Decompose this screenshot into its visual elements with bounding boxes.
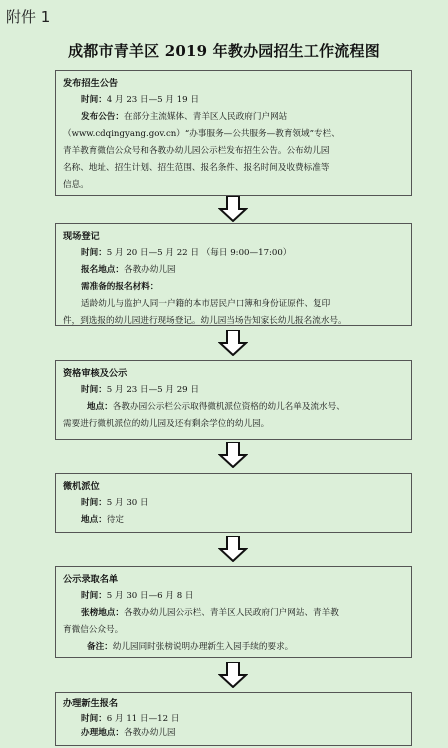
place-label: 报名地点： — [81, 265, 124, 275]
flow-arrow-icon — [218, 442, 248, 468]
time-label: 时间： — [81, 714, 107, 724]
step-heading: 公示录取名单 — [63, 574, 119, 585]
flow-arrow-icon — [218, 662, 248, 688]
time-label: 时间： — [81, 95, 107, 105]
place-text: 各教办园公示栏公示取得微机派位资格的幼儿名单及流水号、 — [112, 402, 345, 412]
annex-label: 附件 1 — [6, 8, 51, 26]
place-label: 地点： — [81, 515, 107, 525]
publish-text: 青羊教育微信公众号和各教办幼儿园公示栏发布招生公告。公布幼儿园 — [63, 146, 330, 156]
time-label: 时间： — [81, 385, 107, 395]
time-value: 5 月 23 日—5 月 29 日 — [106, 385, 199, 395]
place-text: 需要进行微机派位的幼儿园及还有剩余学位的幼儿园。 — [63, 419, 270, 429]
materials-text: 适龄幼儿与监护人同一户籍的本市居民户口簿和身份证原件、复印 — [81, 299, 331, 309]
time-value: 5 月 30 日 — [106, 498, 149, 508]
materials-text: 件，到选报的幼儿园进行现场登记。幼儿园当场告知家长幼儿报名流水号。 — [63, 316, 347, 326]
place-label: 地点： — [87, 402, 113, 412]
time-value: 5 月 30 日—6 月 8 日 — [106, 591, 194, 601]
publish-label: 发布公告： — [81, 112, 124, 122]
step-box-register — [55, 223, 412, 326]
posting-label: 张榜地点： — [81, 608, 124, 618]
time-value: 5 月 20 日—5 月 22 日 （每日 9:00—17:00） — [106, 248, 292, 258]
step-heading: 现场登记 — [63, 231, 100, 242]
posting-text: 各教办幼儿园公示栏、青羊区人民政府门户网站、青羊教 — [123, 608, 339, 618]
time-value: 6 月 11 日—12 日 — [106, 714, 180, 724]
posting-text: 育微信公众号。 — [63, 625, 124, 635]
time-label: 时间： — [81, 591, 107, 601]
place-label: 办理地点： — [81, 728, 124, 738]
step-box-admission-list — [55, 566, 412, 658]
publish-text: 在部分主流媒体、青羊区人民政府门户网站 — [123, 112, 288, 122]
step-heading: 发布招生公告 — [63, 78, 119, 89]
note-label: 备注： — [87, 642, 113, 652]
place-value: 待定 — [106, 515, 124, 525]
time-value: 4 月 23 日—5 月 19 日 — [106, 95, 199, 105]
step-box-enrollment — [55, 692, 412, 746]
step-heading: 资格审核及公示 — [63, 368, 128, 379]
time-label: 时间： — [81, 248, 107, 258]
step-box-lottery — [55, 473, 412, 533]
publish-text: 信息。 — [63, 180, 89, 190]
step-box-review — [55, 360, 412, 440]
step-box-publish — [55, 70, 412, 196]
step-heading: 办理新生报名 — [63, 698, 119, 709]
place-value: 各教办幼儿园 — [123, 265, 176, 275]
flow-arrow-icon — [218, 330, 248, 356]
note-text: 幼儿园同时张榜说明办理新生入园手续的要求。 — [112, 642, 294, 652]
flow-arrow-icon — [218, 536, 248, 562]
publish-text: （www.cdqingyang.gov.cn）“办事服务—公共服务—教育领域”专栏、 — [63, 129, 340, 139]
flow-arrow-icon — [218, 196, 248, 222]
time-label: 时间： — [81, 498, 107, 508]
place-value: 各教办幼儿园 — [123, 728, 176, 738]
materials-label: 需准备的报名材料： — [81, 282, 159, 292]
step-heading: 微机派位 — [63, 481, 100, 492]
page-title: 成都市青羊区 2019 年教办园招生工作流程图 — [68, 42, 380, 60]
publish-text: 名称、地址、招生计划、招生范围、报名条件、报名时间及收费标准等 — [63, 163, 330, 173]
